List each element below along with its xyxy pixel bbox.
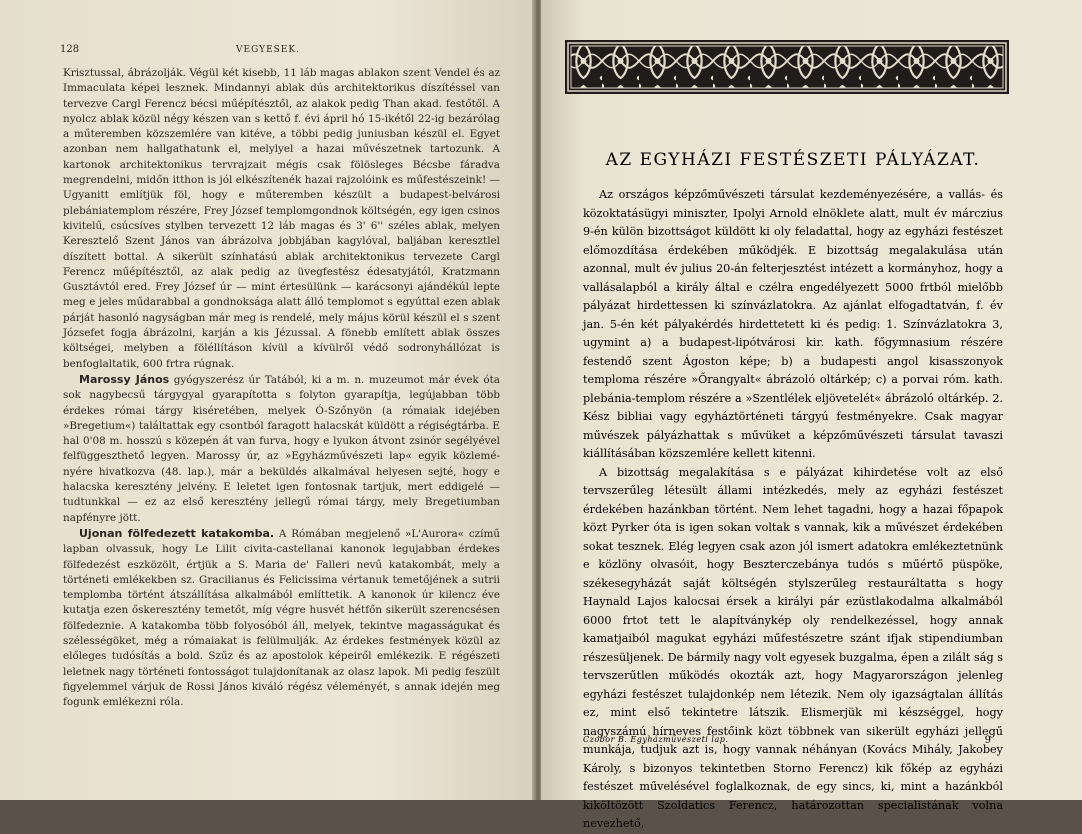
left-paragraph-2 [63,372,500,526]
left-paragraph-3-text: A Rómában megjelenő »L'Aurora« czímű lapban olvassuk, hogy Le Lilit civita-castellanai kanonok legujabban érdekes fölfedezést eszközölt, értjük a S. Maria de' Falleri nevű katakombát, mely a történeti emlékekben sz. Gracilianus és Felicissima vértanuk temetőjének a sutrii templomba történt átszállítása alkalmából említtetik. A kanonok úr kilencz éve kutatja ezen őskeresztény temetőt, míg végre husvét hétfőn sikerült szerencsésen fölfedeznie. A katakomba több folyosóból áll, melyek, tekintve magasságukat és szélességöket, még a rómaiakat is felülmulják. Az érdekes festmények közül az előleges tudósítás a bold. Szűz és az apostolok képeiről emlékezik. E régészeti leletnek nagy történeti fontosságot tulajdonítanak az olasz lapok. Mi pedig feszült figyelemmel várjuk de Rossi János kiváló régész véleményét, s annak idején meg fogunk emlékezni róla. [63,527,501,709]
left-paragraph-2-lead: Marossy János [79,372,170,386]
printer-signature: Czobor B. Egyházművészeti lap. [583,735,729,744]
left-running-head [60,44,476,60]
right-page-number: 9 [984,735,991,746]
ornamental-header-band [565,40,1009,94]
right-paragraph-2: A bizottság megalakítása s e pályázat kihirdetése volt az első tervszerűleg létesült állami intézkedés, mely az egyházi festészet érdekében hazánkban történt. Nem lehet tagadni, hogy a hazai főpapok közt Pyrker óta is igen sokan voltak s vannak, kik a művészet érdekében sokat tesznek. Elég legyen csak azon jól ismert adatokra emlékeztetnünk e közlöny olvasóit, hogy Beszterczebánya tudós s műértő püspöke, székesegyházát saját költségén stylszerűleg restauráltatta s hogy Haynald Lajos kalocsai érsek a királyi pár ezüstlakodalma alkalmából 6000 frtot tett le alapítványkép oly rendelkezéssel, hogy annak kamatjaiból magukat egyházi műfestészetre szánt ifjak stipendiumban részesüljenek. De bármily nagy volt egyesek buzgalma, épen a zilált ság s tervszerűtlen működés okozták azt, hogy Magyarországon jelenleg egyházi festészet tulajdonkép nem létezik. Nem oly igazságtalan állítás ez, mint első tekintetre látszik. Elismerjük mi készséggel, hogy nagyszámú hírneves festőink közt többnek van sikerült egyházi jellegű munkája, tudjuk azt is, hogy vannak néhányan (Kovács Mihály, Jakobey Károly, s bizonyos tekintetben Storno Ferencz) kik főkép az egyházi festészet művelésével foglalkoznak, de egy sincs, ki, mint a hazánkból kiköltözött Szoldatics Ferencz, határozottan specialistának volna nevezhető, [583,465,1003,830]
left-running-title: VEGYESEK. [236,45,300,55]
left-paragraph-3-lead: Ujonan fölfedezett katakomba. [79,526,275,540]
left-text-column [63,66,500,710]
left-page [0,0,536,800]
left-page-number: 128 [60,44,80,55]
left-paragraph-1: Krisztussal, ábrázolják. Végül két kisebb, 11 láb magas ablakon szent Vendel és az Immaculata képei lesznek. Mindannyi ablak dús architektorikus díszítéssel van tervezve Cargl Ferencz bécsi műépítésztől, az alakok pedig Than akad. festőtől. A nyolcz ablak közül négy készen van s kettő f. évi ápril hó 15-ikétől 22-ig bezárólag a műteremben közszemlére van kitéve, a többi pedig juniusban készül el. Egyet azonban nem hallgathatunk el, melylyel a hazai művészetnek tartozunk. A kartonok architektonikus tervrajzait mégis csak fölösleges Bécsbe fáradva megrendelni, midőn itthon is jól elkészítenék hazai rajzolóink es műfestészeink! — Ugyanitt említjük föl, hogy e műteremben készült a budapest-belvárosi plebániatemplom részére, Frey József templomgondnok költségén, egy igen csinos kivitelű, csúcsíves stylben tervezett 12 láb magas és 3' 6'' széles ablak, melyen Keresztelő Szent János van ábrázolva jobbjában kagylóval, baljában keresztlel díszített bottal. A sikerült színhatású ablak architektonikus tervezete Cargl Ferencz műépítésztől, az alak pedig az üvegfestész édesatyjától, Kratzmann Gusztávtól ered. Frey József úr — mint értesülünk — karácsonyi ajándékúl lepte meg e jeles műdarabbal a gondnoksága alatt álló templomot s egyúttal ezen ablak párját hasonló nagyságban már meg is rendelé, mely május körül készül el s szent Józsefet fogja ábrázolni, karján a kis Jézussal. A fönebb említett ablak összes költségei, melyben a föléllításon kívül a kívülről védő sodronyhállózat is benfoglaltatik, 600 frtra rúgnak. [63,67,500,370]
left-paragraph-2-text: gyógyszerész úr Tatából, ki a m. n. muzeumot már évek óta sok nagybecsű tárgygyal gyarapította s folyton gyarapítja, legújabban több érdekes római tárgy kiséretében, melyek Ó-Szőnyön (a rómaiak idejében »Bregetium«) találtattak egy csontból faragott halacskát küldött a régiségtárba. E hal 0'08 m. hosszú s közepén át van furva, hogy e lyukon átvont zsinór segélyével felfüggeszthető legyen. Marossy úr, az »Egyházművészeti lap« egyik közlemé-nyére hivatkozva (48. lap.), már a beküldés alkalmával helyesen sejté, hogy e halacska keresztény jelvény. E leletet igen fontosnak tartjuk, mert eddigelé — tudtunkkal — ez az első keresztény jellegű római tárgy, mely Bregetiumban napfényre jött. [63,373,500,524]
article-title: AZ EGYHÁZI FESTÉSZETI PÁLYÁZAT. [605,150,981,170]
right-paragraph-1: Az országos képzőművészeti társulat kezdeményezésére, a vallás- és közoktatásügyi miniszter, Ipolyi Arnold elnöklete alatt, mult év márczius 9-én külön bizottságot küldött ki oly feladattal, hogy az egyházi festészet előmozdítása érdekében működjék. E bizottság megalakulása után azonnal, mult év julius 20-án felterjesztést intézett a kormányhoz, hogy a vallásalapból a király által e czélra engedélyezett 5000 frtból mielőbb pályázat hirdettessen ki színvázlatokra. Az ajánlat elfogadtatván, f. év jan. 5-én két pályakérdés hirdettetett ki és pedig: 1. Színvázlatokra 3, ugymint a) a budapest-lipótvárosi kir. kath. főgymnasium részére festendő szent Ágoston képe; b) a budapesti angol kisasszonyok temploma részére »Őrangyalt« ábrázoló oltárkép; c) a porvai róm. kath. plebánia-templom részére a »Szentlélek eljövetelét« ábrázoló oltárkép. 2. Kész bibliai vagy egyháztörténeti tárgyú festményekre. Csak magyar művészek pályázhattak s művüket a képzőművészeti társulat tavaszi kiállításában közszemlére kellett kitenni. [583,188,1003,460]
left-paragraph-3 [63,526,500,711]
right-footer [583,735,1003,751]
